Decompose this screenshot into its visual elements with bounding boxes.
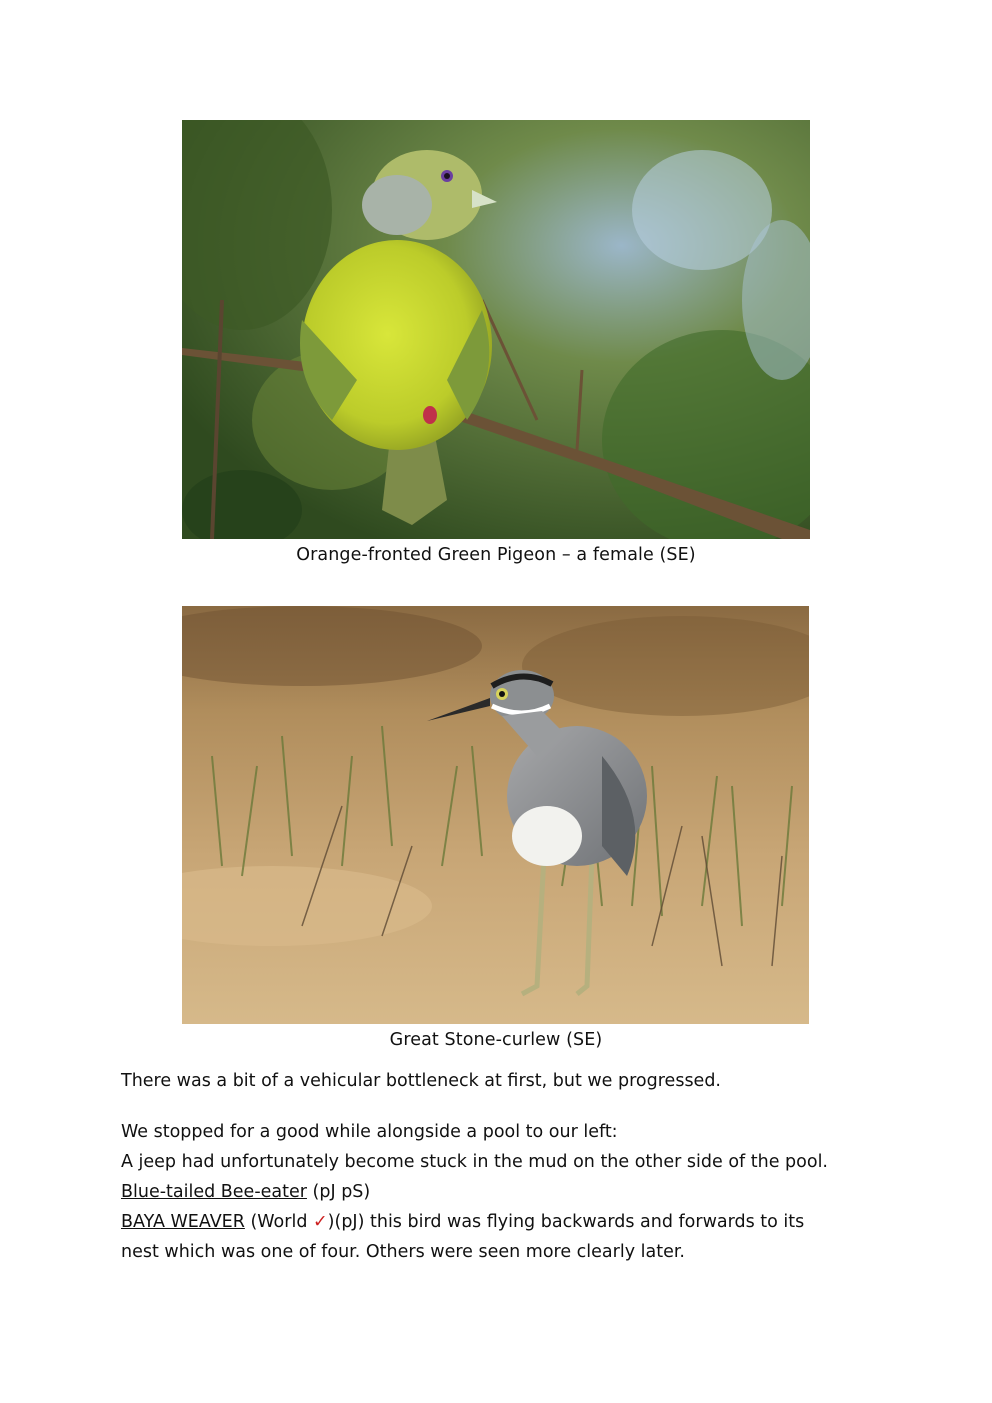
- paragraph-text: There was a bit of a vehicular bottleneck at first, but we progressed.: [121, 1071, 721, 1091]
- world-lifer-label: (World: [244, 1212, 313, 1232]
- bee-eater-species-name: Blue-tailed Bee-eater: [121, 1182, 307, 1202]
- pigeon-photo-illustration: [182, 120, 810, 539]
- pigeon-caption: Orange-fronted Green Pigeon – a female (SE): [296, 545, 696, 565]
- baya-weaver-species-name: BAYA WEAVER: [121, 1212, 245, 1232]
- baya-weaver-continued-line: nest which was one of four. Others were seen more clearly later.: [121, 1242, 685, 1262]
- paragraph-bottleneck: [121, 1066, 891, 1096]
- bee-eater-line: [121, 1177, 891, 1207]
- stone-curlew-photo: [182, 606, 809, 1024]
- pool-stop-line: We stopped for a good while alongside a pool to our left:: [121, 1122, 618, 1142]
- tick-icon: ✓: [313, 1212, 328, 1232]
- bee-eater-codes: (pJ pS): [306, 1182, 371, 1202]
- pigeon-photo: [182, 120, 810, 539]
- stone-curlew-photo-illustration: [182, 606, 809, 1024]
- paragraph-pool-stop: [121, 1117, 891, 1267]
- baya-weaver-note: )(pJ) this bird was flying backwards and forwards to its: [327, 1212, 805, 1232]
- baya-weaver-line: [121, 1207, 891, 1237]
- jeep-stuck-line: A jeep had unfortunately become stuck in the mud on the other side of the pool.: [121, 1152, 828, 1172]
- stone-curlew-caption: Great Stone-curlew (SE): [389, 1030, 603, 1050]
